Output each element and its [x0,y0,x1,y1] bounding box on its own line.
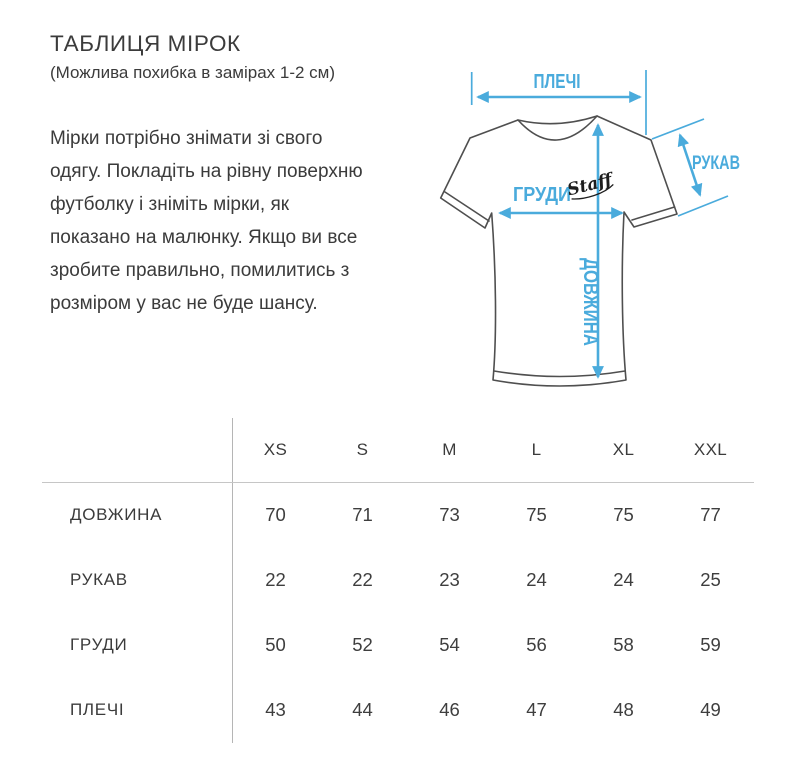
table-cell: 75 [613,503,634,525]
table-cell: 22 [352,568,373,590]
table-cell: 44 [352,699,373,721]
length-label: ДОВЖИНА [579,258,602,369]
table-cell: 58 [613,634,634,656]
chest-label: ГРУДИ [513,184,571,206]
table-cell: 24 [613,568,634,590]
intro-line: розміром у вас не буде шансу. [50,293,318,314]
table-cell: 56 [526,634,547,656]
intro-paragraph [50,122,420,320]
page-title: ТАБЛИЦЯ МІРОК [50,31,241,56]
tshirt-collar-back-line [518,116,597,124]
tshirt-outline [441,116,677,386]
row-label-chest: ГРУДИ [70,635,128,655]
table-cell: 22 [265,568,286,590]
intro-line: зробите правильно, помилитись з [50,260,350,281]
page-subtitle: (Можлива похибка в замірах 1-2 см) [50,63,336,82]
brand-logo-text: Staff [565,169,615,201]
table-cell: 75 [526,503,547,525]
table-corner-cell [40,418,232,482]
table-cell: 25 [700,568,721,590]
row-label-shoulders: ПЛЕЧІ [70,700,125,720]
table-cell: 47 [526,699,547,721]
size-column-header: XL [612,440,635,459]
table-cell: 50 [265,634,286,656]
size-column-header: L [531,440,542,459]
intro-line: одягу. Покладіть на рівну поверхню [50,161,363,182]
size-column-header: M [442,440,457,459]
table-header-divider [42,482,754,483]
table-cell: 71 [352,503,373,525]
size-column-header: S [356,440,369,459]
table-cell: 23 [439,568,460,590]
tshirt-measurement-diagram [420,40,800,420]
tshirt-body [441,116,677,386]
row-label-sleeve: РУКАВ [70,569,128,589]
row-label-length: ДОВЖИНА [70,504,163,524]
table-cell: 49 [700,699,721,721]
table-cell: 59 [700,634,721,656]
size-column-header: XS [263,440,288,459]
intro-line: футболку і зніміть мірки, як [50,194,290,215]
intro-line: показано на малюнку. Якщо ви все [50,227,358,248]
table-cell: 48 [613,699,634,721]
table-cell: 73 [439,503,460,525]
sleeve-extension-lower-line [678,196,728,216]
table-cell: 77 [700,503,721,525]
sleeve-extension-upper-line [652,119,704,139]
table-cell: 24 [526,568,547,590]
shoulders-label: ПЛЕЧІ [533,71,581,93]
sleeve-label: РУКАВ [692,153,740,174]
size-table [40,418,754,743]
table-cell: 43 [265,699,286,721]
table-vertical-divider [232,418,233,743]
table-cell: 70 [265,503,286,525]
table-cell: 52 [352,634,373,656]
size-column-header: XXL [693,440,728,459]
intro-line: Мірки потрібно знімати зі свого [50,128,323,149]
table-cell: 54 [439,634,460,656]
table-cell: 46 [439,699,460,721]
